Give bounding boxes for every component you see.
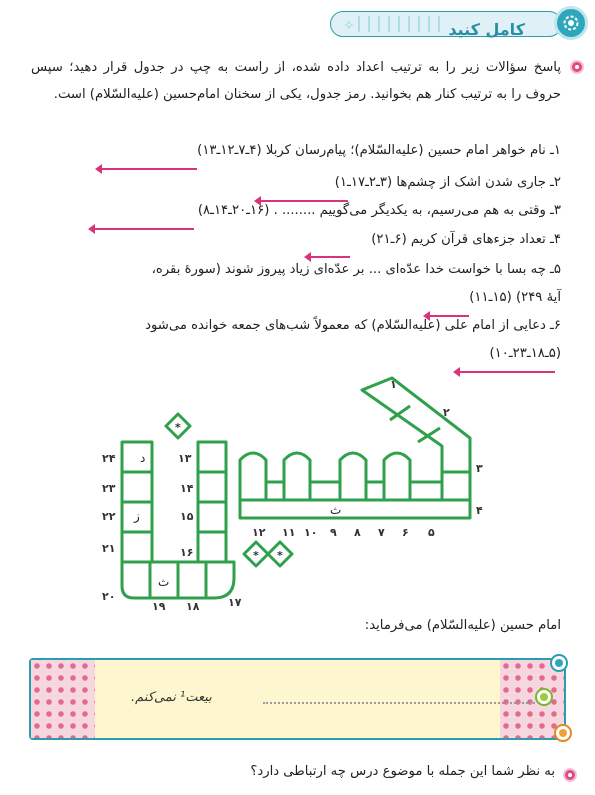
grid-number-19: ۱۹: [152, 600, 166, 612]
question-3: [198, 203, 561, 218]
bullet-icon: [570, 60, 584, 74]
question-5-cont: [469, 290, 561, 305]
answer-code: (۴ـ۷ـ۱۲ـ۱۳): [197, 143, 262, 158]
grid-number-1: ۱: [390, 378, 397, 391]
grid-number-23: ۲۳: [102, 482, 116, 495]
answer-code: (۱۵ـ۱۱): [469, 290, 512, 305]
grid-number-15: ۱۵: [180, 510, 194, 523]
grid-number-21: ۲۱: [102, 542, 116, 555]
header-bar: [330, 11, 562, 37]
grid-number-9: ۹: [330, 526, 337, 539]
question-text: ۱ـ نام خواهر امام حسین (علیه‌السّلام)؛ پیام‌رسان کربلا: [265, 143, 561, 158]
arrow-left-icon: [90, 228, 194, 230]
question-text: ۵ـ چه بسا با خواست خدا عدّه‌ای ... بر عدّه‌ای زیاد پیروز شوند (سورهٔ بقره،: [151, 262, 561, 277]
question-text: ۴ـ تعداد جزءهای قرآن کریم: [410, 232, 561, 247]
star-mark: *: [253, 549, 259, 562]
grid-number-4: ۴: [476, 504, 483, 517]
pattern-decoration: [500, 660, 564, 738]
question-5: [152, 262, 561, 277]
section-title: کامل کنید: [448, 20, 525, 39]
question-text: ۲ـ جاری شدن اشک از چشم‌ها: [396, 175, 561, 190]
question-text: آیهٔ ۲۴۹): [515, 290, 561, 305]
arrow-left-icon: [425, 315, 469, 317]
saying-end-text: بیعت¹ نمی‌کنم.: [131, 690, 212, 705]
question-text: ۳ـ وقتی به هم می‌رسیم، به یکدیگر می‌گوییم ........ .: [273, 203, 561, 218]
saying-box: [29, 658, 566, 740]
grid-number-18: ۱۸: [186, 600, 200, 612]
grid-number-14: ۱۴: [180, 482, 194, 495]
arrow-left-icon: [256, 200, 348, 202]
grid-letter: ث: [158, 575, 170, 589]
final-question: به نظر شما این جمله با موضوع درس چه ارتباطی دارد؟: [250, 764, 555, 779]
intro-paragraph: پاسخ سؤالات زیر را به ترتیب اعداد داده شده، از راست به چپ در جدول قرار دهید؛ سپس حروف را به ترتیب کنار هم بخوانید. رمز جدول، یکی از سخنان امام‌حسین (علیه‌السّلام) است.: [31, 60, 561, 102]
grid-letter: ز: [134, 509, 140, 523]
star-mark: *: [175, 421, 181, 434]
grid-number-17: ۱۷: [228, 596, 242, 609]
grid-number-10: ۱۰: [304, 526, 318, 539]
svg-text:✧: ✧: [343, 18, 355, 34]
bullet-icon: [563, 768, 577, 782]
answer-code: (۶ـ۲۱): [371, 232, 407, 247]
grid-number-13: ۱۳: [178, 452, 192, 465]
star-mark: *: [277, 549, 283, 562]
answer-code: (۳ـ۲ـ۱۷ـ۱): [334, 175, 393, 190]
grid-number-6: ۶: [402, 526, 409, 539]
flower-icon: [537, 690, 551, 704]
question-1: [197, 143, 561, 158]
question-6-code: [489, 346, 561, 361]
grid-number-12: ۱۲: [252, 526, 266, 539]
saying-label: امام حسین (علیه‌السّلام) می‌فرماید:: [364, 618, 561, 633]
grid-number-20: ۲۰: [102, 590, 116, 603]
grid-number-22: ۲۲: [102, 510, 116, 523]
grid-number-8: ۸: [354, 526, 361, 539]
section-header: [330, 6, 588, 40]
grid-letter: ث: [330, 503, 342, 517]
flower-icon: [556, 726, 570, 740]
grid-letter: د: [140, 451, 146, 465]
gear-flower-icon: [554, 6, 588, 40]
pattern-decoration: [31, 660, 95, 738]
crossword-grid: [0, 372, 595, 612]
answer-code: (۱۶ـ۲۰ـ۱۴ـ۸): [197, 203, 270, 218]
grid-number-16: ۱۶: [180, 546, 194, 559]
arrow-left-icon: [306, 256, 350, 258]
question-2: [335, 175, 561, 190]
question-4: [371, 232, 561, 247]
arrow-left-icon: [97, 168, 197, 170]
grid-number-2: ۲: [443, 406, 450, 419]
flower-icon: [552, 656, 566, 670]
grid-number-5: ۵: [428, 526, 435, 539]
answer-code: (۵ـ۱۸ـ۲۳ـ۱۰): [489, 346, 561, 361]
grid-number-7: ۷: [378, 526, 385, 539]
answer-dotted-line[interactable]: [263, 702, 535, 704]
grid-number-24: ۲۴: [102, 452, 116, 465]
grid-number-3: ۳: [476, 462, 483, 475]
question-6: [145, 318, 561, 333]
grid-number-11: ۱۱: [282, 526, 296, 539]
question-text: ۶ـ دعایی از امام علی (علیه‌السّلام) که معمولاً شب‌های جمعه خوانده می‌شود: [145, 318, 561, 333]
